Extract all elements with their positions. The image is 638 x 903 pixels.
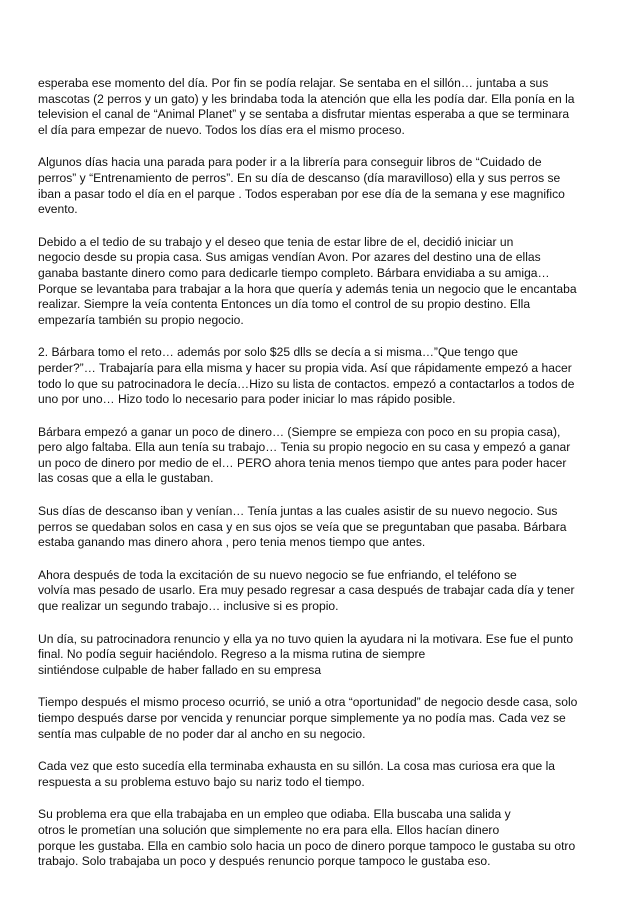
body-paragraph — [38, 235, 603, 329]
body-paragraph — [38, 759, 603, 790]
text-line: iban a pasar todo el día en el parque . Todos esperaban por ese día de la semana y ese magnifico — [38, 186, 565, 201]
text-line: Un día, su patrocinadora renuncio y ella ya no tuvo quien la ayudara ni la motivara. Ese fue el punto — [38, 631, 574, 646]
body-paragraph — [38, 568, 603, 615]
text-line: trabajo. Solo trabajaba un poco y después renuncio porque tampoco le gustaba eso. — [38, 854, 491, 869]
text-line: evento. — [38, 202, 78, 217]
text-line: Ahora después de toda la excitación de su nuevo negocio se fue enfriando, el teléfono se — [38, 567, 517, 582]
body-paragraph — [38, 345, 603, 407]
text-line: el día para empezar de nuevo. Todos los días era el mismo proceso. — [38, 122, 405, 137]
body-paragraph — [38, 155, 603, 217]
text-line: las cosas que a ella le gustaban. — [38, 471, 214, 486]
text-line: Tiempo después el mismo proceso ocurrió, se unió a otra “oportunidad” de negocio desde casa, solo — [38, 695, 578, 710]
text-line: otros le prometían una solución que simplemente no era para ella. Ellos hacían dinero — [38, 822, 500, 837]
text-line: que realizar un segundo trabajo… inclusive si es propio. — [38, 599, 339, 614]
text-line: perros” y “Entrenamiento de perros”. En su día de descanso (día maravilloso) ella y sus perros se — [38, 170, 561, 185]
text-line: Su problema era que ella trabajaba en un empleo que odiaba. Ella buscaba una salida y — [38, 807, 511, 822]
text-line: todo lo que su patrocinadora le decía…Hizo su lista de contactos. empezó a contactarlos a todos de — [38, 376, 575, 391]
text-line: Algunos días hacia una parada para poder ir a la librería para conseguir libros de “Cuidado de — [38, 155, 542, 170]
text-line: sentía mas culpable de no poder dar al ancho en su negocio. — [38, 726, 366, 741]
text-line: perder?”… Trabajaría para ella misma y hacer su propia vida. Así que rápidamente empezó a hacer — [38, 360, 572, 375]
text-line: final. No podía seguir haciéndolo. Regreso a la misma rutina de siempre — [38, 647, 426, 662]
text-line: tiempo después darse por vencida y renunciar porque simplemente ya no podía mas. Cada vez se — [38, 711, 566, 725]
text-line: porque les gustaba. Ella en cambio solo hacia un poco de dinero porque tampoco le gustaba su otro — [38, 838, 576, 853]
text-line: pero algo faltaba. Ella aun tenía su trabajo… Tenia su propio negocio en su casa y empezó a ganar — [38, 440, 571, 455]
text-line: negocio desde su propia casa. Sus amigas vendían Avon. Por azares del destino una de ellas — [38, 250, 541, 265]
text-line: perros se quedaban solos en casa y en sus ojos se veía que se preguntaban que pasaba. Bárbara — [38, 519, 567, 534]
text-line: Sus días de descanso iban y venían… Tenía juntas a las cuales asistir de su nuevo negocio. Sus — [38, 504, 558, 519]
text-line: Debido a el tedio de su trabajo y el deseo que tenia de estar libre de el, decidió iniciar un — [38, 234, 514, 249]
text-line: realizar. Siempre la veía contenta Entonces un día tomo el control de su propio destino. Ella — [38, 297, 531, 312]
body-paragraph — [38, 632, 603, 679]
text-line: estaba ganando mas dinero ahora , pero tenia menos tiempo que antes. — [38, 535, 426, 550]
text-line: volvía mas pesado de usarlo. Era muy pesado regresar a casa después de trabajar cada día y tener — [38, 583, 575, 598]
text-line: un poco de dinero por medio de el… PERO ahora tenia menos tiempo que antes para poder hacer — [38, 455, 567, 470]
text-line: uno por uno… Hizo todo lo necesario para poder iniciar lo mas rápido posible. — [38, 392, 456, 407]
body-paragraph — [38, 695, 603, 742]
text-line: 2. Bárbara tomo el reto… además por solo $25 dlls se decía a si misma…”Que tengo que — [38, 345, 518, 360]
text-line: ganaba bastante dinero como para dedicarle tiempo completo. Bárbara envidiaba a su amiga… — [38, 265, 550, 280]
text-line: empezaría también su propio negocio. — [38, 312, 244, 327]
body-paragraph — [38, 504, 603, 551]
document-page — [38, 76, 603, 887]
text-line: sintiéndose culpable de haber fallado en su empresa — [38, 662, 322, 677]
text-line: respuesta a su problema estuvo bajo su nariz todo el tiempo. — [38, 774, 365, 789]
text-line: mascotas (2 perros y un gato) y les brindaba toda la atención que ella les podía dar. Ella ponía en la — [38, 91, 575, 106]
body-paragraph — [38, 76, 603, 138]
body-paragraph — [38, 807, 603, 869]
text-line: esperaba ese momento del día. Por fin se podía relajar. Se sentaba en el sillón… juntaba a sus — [38, 76, 549, 90]
text-line: Bárbara empezó a ganar un poco de dinero… (Siempre se empieza con poco en su propia casa), — [38, 424, 561, 439]
text-line: Porque se levantaba para trabajar a la hora que quería y además tenia un negocio que le encantaba — [38, 281, 577, 296]
text-line: Cada vez que esto sucedía ella terminaba exhausta en su sillón. La cosa mas curiosa era que la — [38, 759, 555, 774]
body-paragraph — [38, 425, 603, 487]
text-line: television el canal de “Animal Planet” y se sentaba a disfrutar mientas esperaba a que se terminara — [38, 107, 570, 122]
